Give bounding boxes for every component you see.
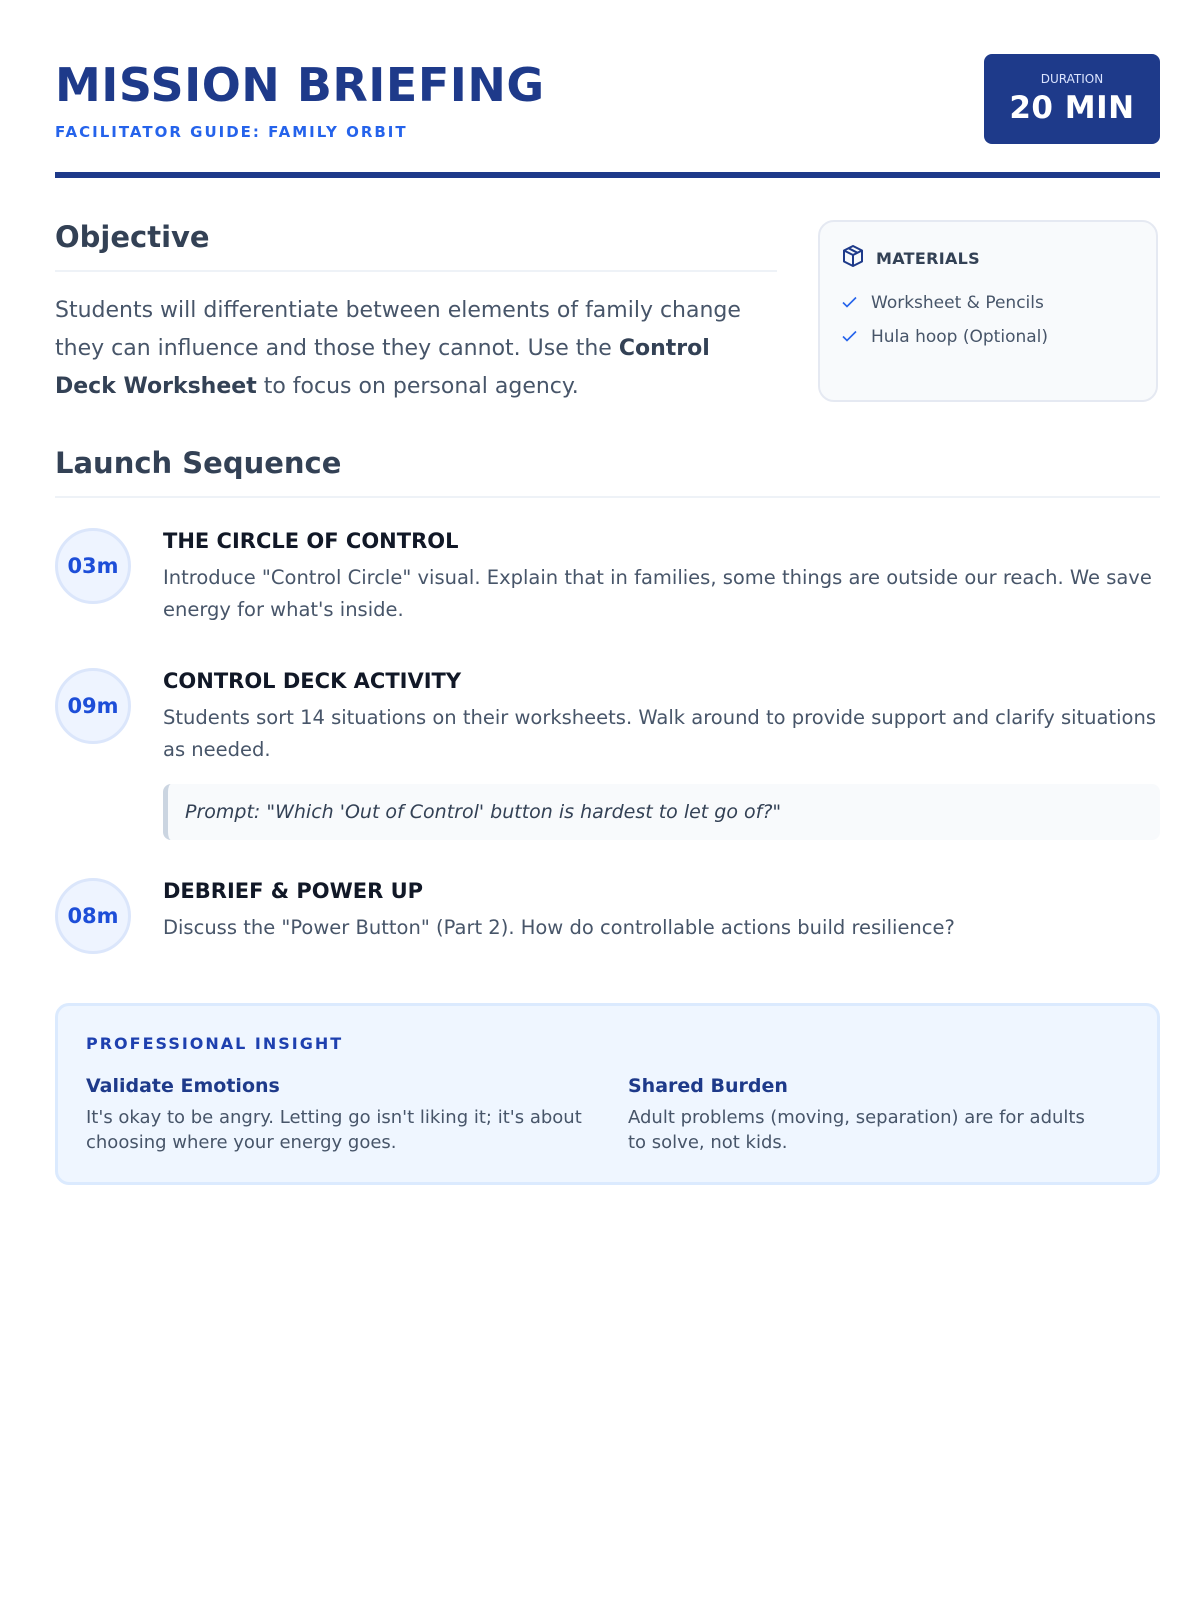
materials-item — [842, 320, 1134, 354]
materials-card — [818, 220, 1158, 402]
launch-sequence-section — [55, 446, 1160, 939]
materials-item-label: Worksheet & Pencils — [871, 293, 1044, 313]
step-title: DEBRIEF & POWER UP — [163, 878, 424, 903]
duration-label: DURATION — [1040, 72, 1104, 86]
step-description: Introduce "Control Circle" visual. Explain that in families, some things are outside our reach. We save energy for what's inside. — [163, 565, 1152, 621]
materials-header — [842, 244, 1134, 272]
step-description: Discuss the "Power Button" (Part 2). How do controllable actions build resilience? — [163, 915, 955, 939]
page-subtitle: FACILITATOR GUIDE: FAMILY ORBIT — [55, 123, 408, 141]
objective-worksheet-name: Control Deck Worksheet — [55, 335, 710, 399]
header — [55, 50, 1160, 180]
materials-list — [842, 286, 1134, 354]
objective-text-part: Students will differentiate between elements of family change they can influence and those they cannot. Use the — [55, 297, 741, 361]
objective-heading: Objective — [55, 222, 777, 272]
header-divider — [55, 172, 1160, 178]
objective-text-part: to focus on personal agency. — [256, 373, 579, 399]
check-icon — [842, 293, 857, 313]
insight-label: PROFESSIONAL INSIGHT — [86, 1034, 344, 1053]
step-body — [163, 528, 1160, 626]
objective-section — [55, 222, 777, 406]
duration-badge — [984, 54, 1160, 144]
launch-sequence-heading: Launch Sequence — [55, 448, 1160, 498]
duration-value: 20 MIN — [1009, 90, 1135, 126]
step-time-badge: 03m — [55, 528, 131, 604]
materials-item — [842, 286, 1134, 320]
professional-insight-box — [55, 1003, 1160, 1185]
step-time-badge: 09m — [55, 668, 131, 744]
step-time-badge: 08m — [55, 878, 131, 954]
insight-text: It's okay to be angry. Letting go isn't liking it; it's about choosing where your energy goes. — [86, 1107, 582, 1153]
discussion-prompt: Prompt: "Which 'Out of Control' button is hardest to let go of?" — [163, 784, 1160, 840]
objective-text — [55, 292, 777, 406]
page-title: MISSION BRIEFING — [55, 58, 545, 112]
materials-item-label: Hula hoop (Optional) — [871, 327, 1049, 347]
insight-text: Adult problems (moving, separation) are for adults to solve, not kids. — [628, 1107, 1085, 1153]
materials-title: MATERIALS — [876, 248, 980, 268]
step-body — [163, 878, 1160, 944]
insight-item — [628, 1075, 1128, 1155]
check-icon — [842, 327, 857, 347]
insight-title: Validate Emotions — [86, 1075, 280, 1097]
step-description: Students sort 14 situations on their worksheets. Walk around to provide support and clarify situations as needed. — [163, 705, 1156, 761]
insight-title: Shared Burden — [628, 1075, 788, 1097]
package-icon — [842, 244, 864, 272]
insight-item — [86, 1075, 628, 1155]
step-title: CONTROL DECK ACTIVITY — [163, 668, 462, 693]
step-title: THE CIRCLE OF CONTROL — [163, 528, 459, 553]
step-body — [163, 668, 1160, 840]
insight-columns — [86, 1075, 1129, 1155]
